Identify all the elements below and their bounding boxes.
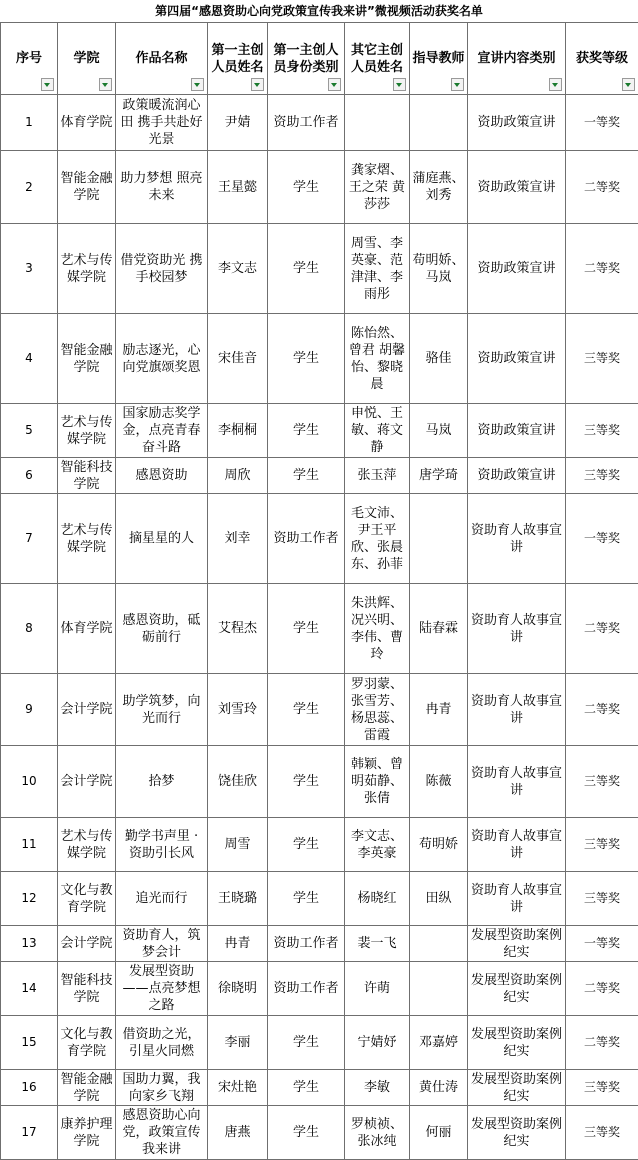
filter-dropdown-icon[interactable] <box>251 78 264 91</box>
cell-lead[interactable]: 宋佳音 <box>208 314 268 404</box>
cell-college[interactable]: 体育学院 <box>58 95 116 151</box>
cell-no[interactable]: 8 <box>1 584 58 674</box>
cell-others[interactable]: 张玉萍 <box>345 458 410 494</box>
cell-no[interactable]: 16 <box>1 1070 58 1106</box>
cell-others[interactable]: 朱洪辉、况兴明、李伟、曹玲 <box>345 584 410 674</box>
cell-identity[interactable]: 学生 <box>268 1016 345 1070</box>
cell-identity[interactable]: 资助工作者 <box>268 962 345 1016</box>
cell-no[interactable]: 7 <box>1 494 58 584</box>
cell-no[interactable]: 13 <box>1 926 58 962</box>
cell-lead[interactable]: 唐燕 <box>208 1106 268 1160</box>
cell-teacher[interactable]: 冉青 <box>410 674 468 746</box>
table-row <box>1 674 638 746</box>
cell-award[interactable]: 二等奖 <box>566 1016 638 1070</box>
cell-category[interactable]: 资助育人故事宣讲 <box>468 818 566 872</box>
cell-lead[interactable]: 李文志 <box>208 224 268 314</box>
header-college: 学院 <box>58 23 116 95</box>
filter-dropdown-icon[interactable] <box>99 78 112 91</box>
cell-identity[interactable]: 学生 <box>268 746 345 818</box>
cell-award[interactable]: 三等奖 <box>566 404 638 458</box>
header-row <box>1 23 638 95</box>
cell-award[interactable]: 三等奖 <box>566 458 638 494</box>
cell-award[interactable]: 二等奖 <box>566 674 638 746</box>
cell-category[interactable]: 发展型资助案例纪实 <box>468 1070 566 1106</box>
cell-award[interactable]: 二等奖 <box>566 224 638 314</box>
cell-lead[interactable]: 饶佳欣 <box>208 746 268 818</box>
cell-work[interactable]: 资助育人，筑梦会计 <box>116 926 208 962</box>
cell-award[interactable]: 一等奖 <box>566 926 638 962</box>
cell-work[interactable]: 追光而行 <box>116 872 208 926</box>
cell-work[interactable]: 勤学书声里 · 资助引长风 <box>116 818 208 872</box>
header-teacher: 指导教师 <box>410 23 468 95</box>
cell-identity[interactable]: 资助工作者 <box>268 95 345 151</box>
cell-category[interactable]: 资助育人故事宣讲 <box>468 584 566 674</box>
cell-others[interactable]: 宁婧妤 <box>345 1016 410 1070</box>
table-row <box>1 404 638 458</box>
cell-work[interactable]: 感恩资助心向党，政策宣传我来讲 <box>116 1106 208 1160</box>
table-row <box>1 1106 638 1160</box>
cell-teacher[interactable] <box>410 494 468 584</box>
cell-teacher[interactable] <box>410 926 468 962</box>
cell-award[interactable]: 三等奖 <box>566 872 638 926</box>
cell-category[interactable]: 资助政策宣讲 <box>468 314 566 404</box>
table-row <box>1 95 638 151</box>
cell-category[interactable]: 发展型资助案例纪实 <box>468 962 566 1016</box>
cell-identity[interactable]: 学生 <box>268 674 345 746</box>
header-no: 序号 <box>1 23 58 95</box>
cell-identity[interactable]: 学生 <box>268 872 345 926</box>
cell-college[interactable]: 智能科技学院 <box>58 962 116 1016</box>
cell-award[interactable]: 二等奖 <box>566 584 638 674</box>
cell-no[interactable]: 14 <box>1 962 58 1016</box>
cell-others[interactable]: 李敏 <box>345 1070 410 1106</box>
cell-lead[interactable]: 冉青 <box>208 926 268 962</box>
cell-teacher[interactable]: 黄仕涛 <box>410 1070 468 1106</box>
cell-teacher[interactable]: 蒲庭燕、刘秀 <box>410 151 468 224</box>
cell-lead[interactable]: 尹婧 <box>208 95 268 151</box>
cell-identity[interactable]: 学生 <box>268 314 345 404</box>
table-row <box>1 224 638 314</box>
cell-category[interactable]: 资助育人故事宣讲 <box>468 746 566 818</box>
cell-others[interactable]: 韩颖、曾明茹静、张倩 <box>345 746 410 818</box>
cell-lead[interactable]: 王星懿 <box>208 151 268 224</box>
cell-work[interactable]: 励志逐光，心向党旗颂奖恩 <box>116 314 208 404</box>
table-row <box>1 926 638 962</box>
cell-teacher[interactable]: 陆春霖 <box>410 584 468 674</box>
cell-teacher[interactable] <box>410 962 468 1016</box>
cell-no[interactable]: 10 <box>1 746 58 818</box>
cell-college[interactable]: 会计学院 <box>58 746 116 818</box>
cell-others[interactable]: 申悦、王敏、蒋文静 <box>345 404 410 458</box>
cell-work[interactable]: 助学筑梦，向光而行 <box>116 674 208 746</box>
cell-college[interactable]: 文化与教育学院 <box>58 872 116 926</box>
cell-award[interactable]: 三等奖 <box>566 1106 638 1160</box>
cell-award[interactable]: 二等奖 <box>566 151 638 224</box>
cell-college[interactable]: 智能金融学院 <box>58 151 116 224</box>
cell-teacher[interactable]: 唐学琦 <box>410 458 468 494</box>
cell-lead[interactable]: 周雪 <box>208 818 268 872</box>
cell-lead[interactable]: 刘雪玲 <box>208 674 268 746</box>
cell-lead[interactable]: 艾程杰 <box>208 584 268 674</box>
table-row <box>1 962 638 1016</box>
cell-teacher[interactable]: 陈薇 <box>410 746 468 818</box>
cell-identity[interactable]: 学生 <box>268 584 345 674</box>
cell-identity[interactable]: 学生 <box>268 458 345 494</box>
table-row <box>1 584 638 674</box>
cell-category[interactable]: 资助政策宣讲 <box>468 404 566 458</box>
cell-no[interactable]: 17 <box>1 1106 58 1160</box>
cell-work[interactable]: 国助力翼，我向家乡飞翔 <box>116 1070 208 1106</box>
cell-college[interactable]: 体育学院 <box>58 584 116 674</box>
header-others: 其它主创人员姓名 <box>345 23 410 95</box>
header-identity: 第一主创人员身份类别 <box>268 23 345 95</box>
cell-lead[interactable]: 刘幸 <box>208 494 268 584</box>
cell-identity[interactable]: 学生 <box>268 224 345 314</box>
cell-others[interactable]: 周雪、李英豪、范津津、李雨彤 <box>345 224 410 314</box>
cell-category[interactable]: 资助育人故事宣讲 <box>468 872 566 926</box>
cell-others[interactable] <box>345 95 410 151</box>
filter-dropdown-icon[interactable] <box>451 78 464 91</box>
cell-college[interactable]: 智能金融学院 <box>58 1070 116 1106</box>
cell-teacher[interactable]: 苟明娇、马岚 <box>410 224 468 314</box>
header-work: 作品名称 <box>116 23 208 95</box>
cell-teacher[interactable]: 何丽 <box>410 1106 468 1160</box>
cell-others[interactable]: 李文志、李英豪 <box>345 818 410 872</box>
header-category: 宣讲内容类别 <box>468 23 566 95</box>
cell-award[interactable]: 三等奖 <box>566 1070 638 1106</box>
table-row <box>1 872 638 926</box>
cell-college[interactable]: 文化与教育学院 <box>58 1016 116 1070</box>
cell-lead[interactable]: 李桐桐 <box>208 404 268 458</box>
table-row <box>1 494 638 584</box>
cell-lead[interactable]: 宋灶艳 <box>208 1070 268 1106</box>
cell-no[interactable]: 6 <box>1 458 58 494</box>
table-row <box>1 151 638 224</box>
cell-work[interactable]: 发展型资助——点亮梦想之路 <box>116 962 208 1016</box>
cell-others[interactable]: 许萌 <box>345 962 410 1016</box>
cell-no[interactable]: 2 <box>1 151 58 224</box>
cell-work[interactable]: 国家励志奖学金，点亮青春奋斗路 <box>116 404 208 458</box>
cell-college[interactable]: 会计学院 <box>58 674 116 746</box>
cell-category[interactable]: 资助育人故事宣讲 <box>468 674 566 746</box>
cell-college[interactable]: 艺术与传媒学院 <box>58 224 116 314</box>
cell-no[interactable]: 12 <box>1 872 58 926</box>
cell-college[interactable]: 艺术与传媒学院 <box>58 494 116 584</box>
cell-others[interactable]: 毛文沛、尹王平欣、张晨东、孙菲 <box>345 494 410 584</box>
table-row <box>1 818 638 872</box>
cell-identity[interactable]: 学生 <box>268 1070 345 1106</box>
cell-category[interactable]: 资助政策宣讲 <box>468 224 566 314</box>
cell-teacher[interactable]: 苟明娇 <box>410 818 468 872</box>
cell-college[interactable]: 艺术与传媒学院 <box>58 818 116 872</box>
cell-category[interactable]: 发展型资助案例纪实 <box>468 926 566 962</box>
table-row <box>1 746 638 818</box>
cell-college[interactable]: 智能科技学院 <box>58 458 116 494</box>
filter-dropdown-icon[interactable] <box>328 78 341 91</box>
cell-category[interactable]: 资助政策宣讲 <box>468 458 566 494</box>
cell-award[interactable]: 二等奖 <box>566 962 638 1016</box>
filter-dropdown-icon[interactable] <box>393 78 406 91</box>
header-award: 获奖等级 <box>566 23 638 95</box>
cell-award[interactable]: 三等奖 <box>566 746 638 818</box>
cell-college[interactable]: 艺术与传媒学院 <box>58 404 116 458</box>
cell-others[interactable]: 裴一飞 <box>345 926 410 962</box>
cell-college[interactable]: 康养护理学院 <box>58 1106 116 1160</box>
cell-lead[interactable]: 徐晓明 <box>208 962 268 1016</box>
cell-category[interactable]: 资助育人故事宣讲 <box>468 494 566 584</box>
cell-no[interactable]: 15 <box>1 1016 58 1070</box>
cell-teacher[interactable]: 田纵 <box>410 872 468 926</box>
cell-others[interactable]: 罗桢祯、张冰纯 <box>345 1106 410 1160</box>
cell-work[interactable]: 感恩资助，砥砺前行 <box>116 584 208 674</box>
cell-award[interactable]: 一等奖 <box>566 95 638 151</box>
cell-work[interactable]: 助力梦想 照亮未来 <box>116 151 208 224</box>
cell-work[interactable]: 摘星星的人 <box>116 494 208 584</box>
filter-dropdown-icon[interactable] <box>41 78 54 91</box>
cell-category[interactable]: 发展型资助案例纪实 <box>468 1106 566 1160</box>
cell-no[interactable]: 1 <box>1 95 58 151</box>
cell-no[interactable]: 3 <box>1 224 58 314</box>
cell-college[interactable]: 智能金融学院 <box>58 314 116 404</box>
cell-identity[interactable]: 学生 <box>268 151 345 224</box>
cell-others[interactable]: 陈怡然、曾君 胡馨怡、黎晓晨 <box>345 314 410 404</box>
filter-dropdown-icon[interactable] <box>549 78 562 91</box>
filter-dropdown-icon[interactable] <box>191 78 204 91</box>
cell-category[interactable]: 发展型资助案例纪实 <box>468 1016 566 1070</box>
cell-no[interactable]: 5 <box>1 404 58 458</box>
filter-dropdown-icon[interactable] <box>622 78 635 91</box>
cell-no[interactable]: 4 <box>1 314 58 404</box>
cell-category[interactable]: 资助政策宣讲 <box>468 151 566 224</box>
header-lead: 第一主创人员姓名 <box>208 23 268 95</box>
cell-no[interactable]: 9 <box>1 674 58 746</box>
cell-award[interactable]: 一等奖 <box>566 494 638 584</box>
cell-award[interactable]: 三等奖 <box>566 818 638 872</box>
cell-teacher[interactable]: 骆佳 <box>410 314 468 404</box>
cell-teacher[interactable] <box>410 95 468 151</box>
cell-work[interactable]: 借党资助光 携手校园梦 <box>116 224 208 314</box>
cell-teacher[interactable]: 邓嘉婷 <box>410 1016 468 1070</box>
cell-lead[interactable]: 李丽 <box>208 1016 268 1070</box>
cell-lead[interactable]: 周欣 <box>208 458 268 494</box>
cell-lead[interactable]: 王晓璐 <box>208 872 268 926</box>
cell-work[interactable]: 感恩资助 <box>116 458 208 494</box>
table-row <box>1 458 638 494</box>
cell-work[interactable]: 拾梦 <box>116 746 208 818</box>
cell-identity[interactable]: 学生 <box>268 404 345 458</box>
cell-others[interactable]: 杨晓红 <box>345 872 410 926</box>
cell-identity[interactable]: 学生 <box>268 818 345 872</box>
sheet-title: 第四届“感恩资助心向党政策宣传我来讲”微视频活动获奖名单 <box>0 0 638 22</box>
cell-no[interactable]: 11 <box>1 818 58 872</box>
table-row <box>1 1070 638 1106</box>
cell-college[interactable]: 会计学院 <box>58 926 116 962</box>
cell-identity[interactable]: 学生 <box>268 1106 345 1160</box>
cell-others[interactable]: 龚家熠、王之荣 黄莎莎 <box>345 151 410 224</box>
cell-award[interactable]: 三等奖 <box>566 314 638 404</box>
cell-identity[interactable]: 资助工作者 <box>268 926 345 962</box>
cell-category[interactable]: 资助政策宣讲 <box>468 95 566 151</box>
cell-work[interactable]: 借资助之光，引星火同燃 <box>116 1016 208 1070</box>
award-table <box>0 22 638 1160</box>
table-row <box>1 1016 638 1070</box>
table-row <box>1 314 638 404</box>
cell-identity[interactable]: 资助工作者 <box>268 494 345 584</box>
cell-others[interactable]: 罗羽蒙、张雪芳、杨思蕊、雷霞 <box>345 674 410 746</box>
cell-work[interactable]: 政策暖流润心田 携手共赴好光景 <box>116 95 208 151</box>
cell-teacher[interactable]: 马岚 <box>410 404 468 458</box>
